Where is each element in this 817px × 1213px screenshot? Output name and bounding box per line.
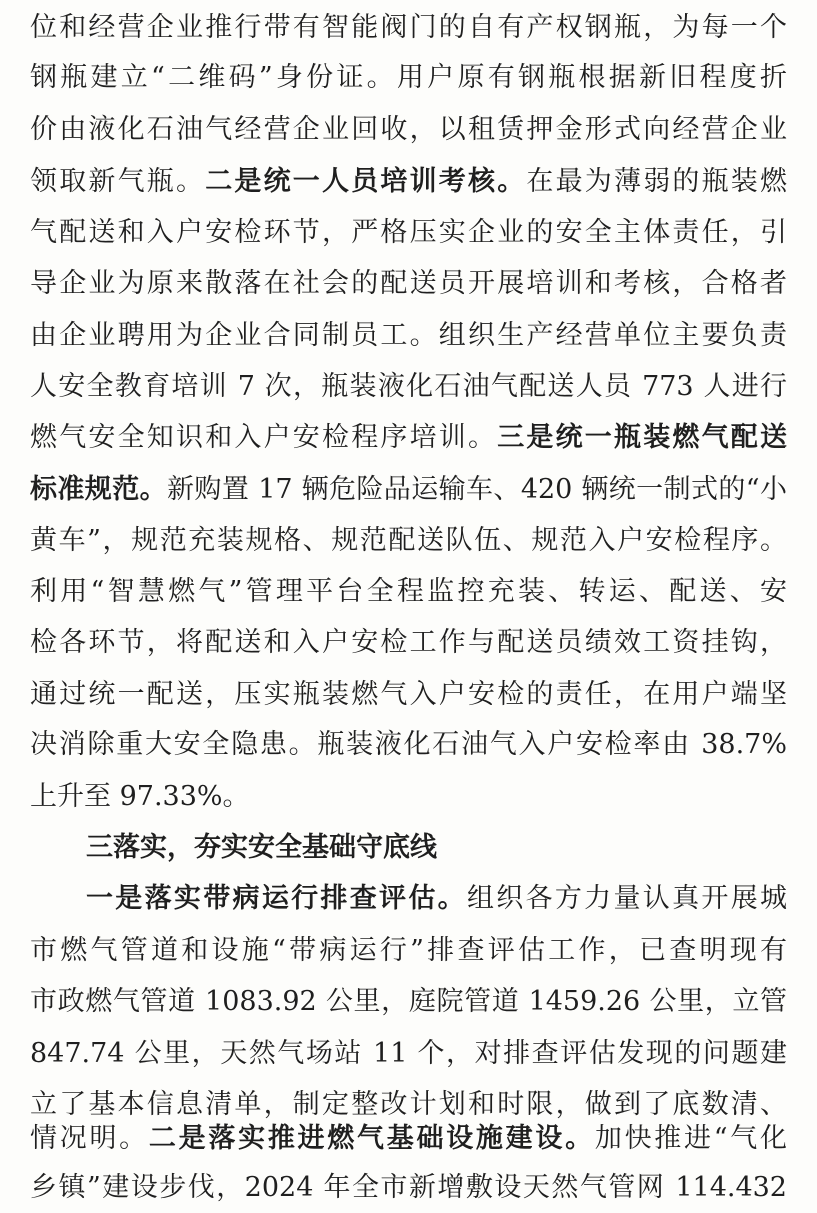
text-line-11: 黄车”，规范充装规格、规范配送队伍、规范入户安检程序。 bbox=[30, 525, 787, 556]
text-line-18: 市燃气管道和设施“带病运行”排查评估工作，已查明现有 bbox=[30, 935, 787, 966]
text-line-17: 一是落实带病运行排查评估。组织各方力量认真开展城 bbox=[86, 883, 787, 914]
text-line-13: 检各环节，将配送和入户安检工作与配送员绩效工资挂钩， bbox=[30, 627, 787, 658]
text-line-8: 人安全教育培训 7 次，瓶装液化石油气配送人员 773 人进行 bbox=[30, 371, 787, 402]
text-line-16: 上升至 97.33%。 bbox=[30, 781, 250, 812]
text-line-10: 标准规范。新购置 17 辆危险品运输车、420 辆统一制式的“小 bbox=[30, 474, 787, 505]
bold-item-3b: 标准规范。 bbox=[30, 474, 168, 505]
bold-item-b: 二是落实推进燃气基础设施建设。 bbox=[148, 1123, 595, 1154]
text-line-2: 钢瓶建立“二维码”身份证。用户原有钢瓶根据新旧程度折 bbox=[30, 62, 787, 93]
section-heading: 三落实，夯实安全基础守底线 bbox=[86, 832, 437, 863]
text-line-15: 决消除重大安全隐患。瓶装液化石油气入户安检率由 38.7% bbox=[30, 729, 787, 760]
text-line-1: 位和经营企业推行带有智能阀门的自有产权钢瓶，为每一个 bbox=[30, 12, 787, 43]
text-line-9: 燃气安全知识和入户安检程序培训。三是统一瓶装燃气配送 bbox=[30, 422, 787, 453]
text-line-6: 导企业为原来散落在社会的配送员开展培训和考核，合格者 bbox=[30, 268, 787, 299]
text-line-4: 领取新气瓶。二是统一人员培训考核。在最为薄弱的瓶装燃 bbox=[30, 166, 787, 197]
text-line-22: 情况明。二是落实推进燃气基础设施建设。加快推进“气化 bbox=[30, 1123, 787, 1154]
text-line-21: 立了基本信息清单，制定整改计划和时限，做到了底数清、 bbox=[30, 1089, 787, 1120]
text-line-20: 847.74 公里，天然气场站 11 个，对排查评估发现的问题建 bbox=[30, 1038, 787, 1069]
text-line-3: 价由液化石油气经营企业回收，以租赁押金形式向经营企业 bbox=[30, 114, 787, 145]
text-line-14: 通过统一配送，压实瓶装燃气入户安检的责任，在用户端坚 bbox=[30, 679, 787, 710]
bold-item-2: 二是统一人员培训考核。 bbox=[205, 166, 527, 197]
text-line-12: 利用“智慧燃气”管理平台全程监控充装、转运、配送、安 bbox=[30, 576, 787, 607]
text-line-19: 市政燃气管道 1083.92 公里，庭院管道 1459.26 公里，立管 bbox=[30, 986, 787, 1017]
text-line-5: 气配送和入户安检环节，严格压实企业的安全主体责任，引 bbox=[30, 217, 787, 248]
bold-item-a: 一是落实带病运行排查评估。 bbox=[86, 883, 467, 914]
text-line-7: 由企业聘用为企业合同制员工。组织生产经营单位主要负责 bbox=[30, 320, 787, 351]
text-line-23: 乡镇”建设步伐，2024 年全市新增敷设天然气管网 114.432 bbox=[30, 1172, 787, 1203]
bold-item-3a: 三是统一瓶装燃气配送 bbox=[497, 422, 787, 453]
